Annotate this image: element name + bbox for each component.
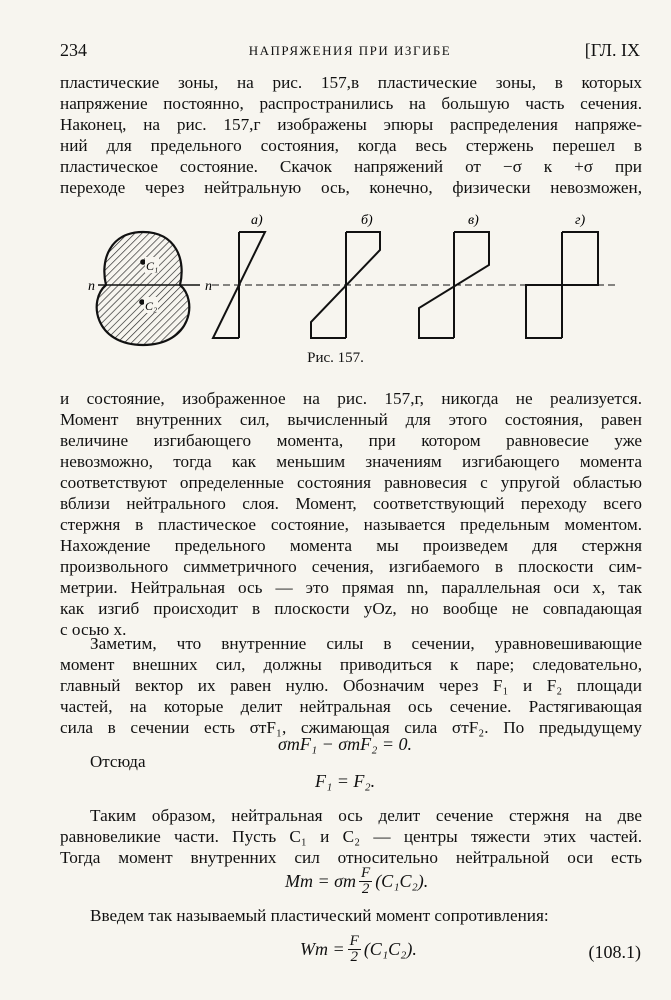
eq3-fraction	[359, 866, 372, 897]
paragraph-3	[60, 633, 642, 738]
chapter-label: [ГЛ. IX	[584, 40, 640, 60]
text-line: Момент внутренних сил, вычисленный для этого состояния, равен	[60, 410, 642, 429]
text-line: метрии. Нейтральная ось — это прямая nn, параллельная оси x, так	[60, 578, 642, 597]
label-n-left: n	[88, 279, 95, 294]
label-n-right: n	[205, 279, 212, 294]
text-line: невозможно, тогда как меньшим значениям изгибающего момента	[60, 452, 642, 471]
text-line: напряжение постоянно, распространились на большую часть сечения.	[60, 94, 642, 113]
text-line: ний для предельного состояния, когда весь стержень перешел в	[60, 136, 642, 155]
sublabel-v: в)	[468, 213, 479, 228]
running-header	[60, 40, 640, 62]
figure-caption: Рис. 157.	[307, 350, 364, 366]
text-line: пластические зоны, на рис. 157,в пластические зоны, в которых	[60, 73, 642, 92]
sublabel-g: г)	[575, 213, 586, 228]
centroid-c2	[139, 299, 145, 305]
eq3-denominator: 2	[361, 881, 370, 897]
text-line: частей, на которые делит нейтральная ось сечение. Растягивающая	[60, 697, 642, 716]
label-c1: C₁	[146, 259, 159, 273]
sublabel-a: а)	[251, 213, 263, 228]
equation-2: F₁ = F₂.	[315, 771, 376, 791]
label-c2: C₂	[145, 299, 158, 313]
text-line: Наконец, на рис. 157,г изображены эпюры распределения напряже-	[60, 115, 642, 134]
cross-section	[97, 232, 200, 345]
text-line: как изгиб происходит в плоскости yOz, но вообще не совпадающая	[60, 599, 642, 618]
text-line: сила в сечении есть σтF₁, сжимающая сила σтF₂. По предыдущему	[60, 718, 642, 737]
otsyuda-label: Отсюда	[90, 752, 146, 771]
text-line: момент внешних сил, должны приводиться к паре; следовательно,	[60, 655, 642, 674]
eq4-lhs: Wт =	[300, 939, 345, 959]
eq4-fraction	[348, 934, 361, 965]
text-line: равновеликие части. Пусть C₁ и C₂ — центры тяжести этих частей.	[60, 827, 642, 846]
page-number: 234	[60, 40, 87, 60]
eq4-rhs: (C₁C₂).	[363, 939, 417, 959]
centroid-c1	[140, 259, 146, 265]
text-line: переходе через нейтральную ось, конечно, физически невозможен,	[60, 178, 642, 197]
text-line: Нахождение предельного момента мы произведем для стержня	[60, 536, 642, 555]
text-line: Введем так называемый пластический момент сопротивления:	[90, 906, 549, 925]
eq3-lhs: Mт = σт	[285, 871, 357, 891]
text-line: стержня в пластическое состояние, называется предельным моментом.	[60, 515, 642, 534]
eq3-numerator: F	[361, 865, 371, 881]
text-line: с осью x.	[60, 620, 127, 639]
equation-3	[285, 866, 428, 897]
text-line: вблизи нейтрального слоя. Момент, соответствующий переходу всего	[60, 494, 642, 513]
eq4-denominator: 2	[350, 949, 358, 965]
running-title: НАПРЯЖЕНИЯ ПРИ ИЗГИБЕ	[248, 43, 452, 58]
figure-157	[0, 200, 671, 350]
text-line: произвольного симметричного сечения, изгибаемого в плоскости сим-	[60, 557, 642, 576]
eq4-numerator: F	[349, 933, 359, 949]
equation-number: (108.1)	[588, 942, 641, 962]
text-line: Заметим, что внутренние силы в сечении, уравновешивающие	[90, 634, 642, 653]
paragraph-1	[60, 72, 642, 198]
text-line: главный вектор их равен нулю. Обозначим через F₁ и F₂ площади	[60, 676, 642, 695]
equation-1: σтF₁ − σтF₂ = 0.	[278, 734, 413, 754]
eq3-rhs: (C₁C₂).	[375, 871, 429, 891]
sublabel-b: б)	[361, 213, 373, 228]
paragraph-4	[60, 805, 642, 868]
equation-4	[300, 934, 417, 965]
text-line: Тогда момент внутренних сил относительно нейтральной оси есть	[60, 848, 642, 867]
paragraph-2	[60, 388, 642, 640]
text-line: и состояние, изображенное на рис. 157,г, никогда не реализуется.	[60, 389, 642, 408]
paragraph-5	[60, 905, 642, 926]
diagram-g	[526, 232, 598, 338]
text-line: Таким образом, нейтральная ось делит сечение стержня на две	[90, 806, 642, 825]
text-line: соответствуют определенные состояния равновесия с упругой областью	[60, 473, 642, 492]
text-line: величине изгибающего момента, при котором равновесие уже	[60, 431, 642, 450]
text-line: пластическое состояние. Скачок напряжений от −σ к +σ при	[60, 157, 642, 176]
